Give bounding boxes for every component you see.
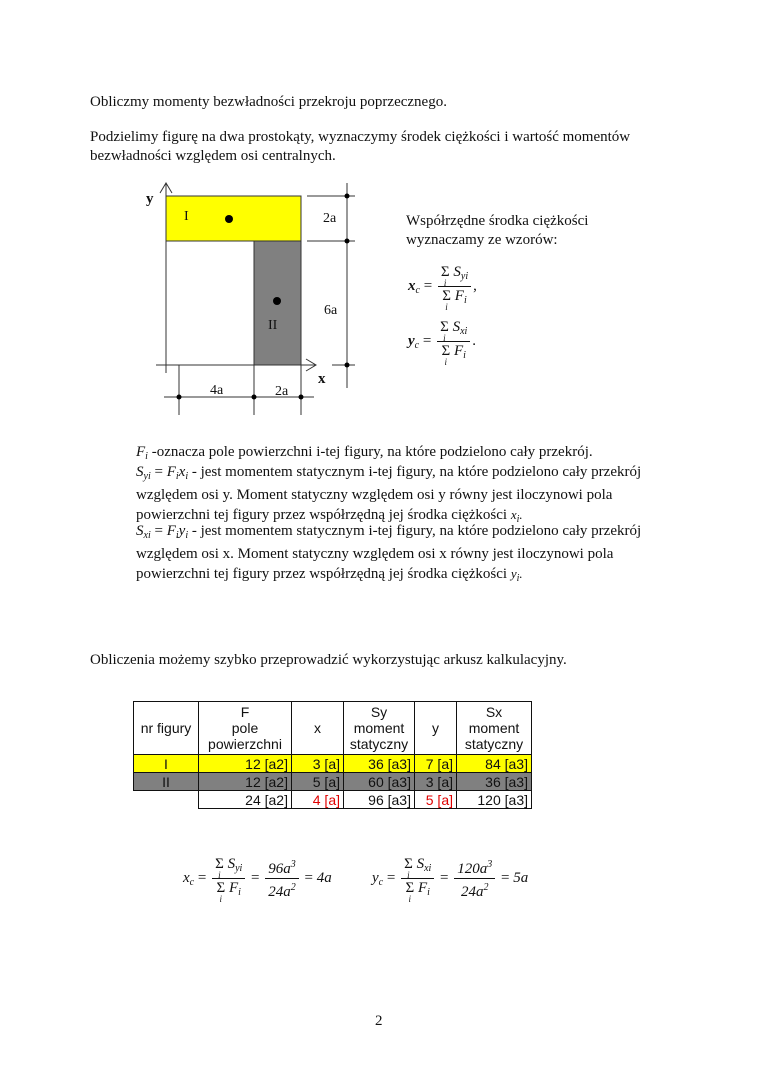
calculation-table <box>133 701 532 809</box>
table-totals-row: 24 [a2] 4 [a] 96 [a3] 5 [a] 120 [a3] <box>134 791 532 809</box>
definition-Fi: $F_i$ -oznacza pole powierzchni i-tej figury, na które podzielono cały przekrój. <box>136 444 593 462</box>
definition-Sxi: $S_{xi} = F_iy_i$ - jest momentem statycznym i-tej figury, na które podzielono cały przekrój <box>136 523 642 541</box>
diagram-drawing <box>130 175 380 415</box>
table-row: I 12 [a2] 3 [a] 36 [a3] 7 [a] 84 [a3] <box>134 755 532 773</box>
divide-text-1: Podzielimy figurę na dwa prostokąty, wyznaczymy środek ciężkości i wartość momentów <box>90 129 631 145</box>
centroid-text-line2: wyznaczamy ze wzorów: <box>406 232 558 248</box>
table-row: II 12 [a2] 5 [a] 60 [a3] 3 [a] 36 [a3] <box>134 773 532 791</box>
definition-Syi: $S_{yi} = F_ix_i$ - jest momentem statycznym i-tej figury, na które podzielono cały przekrój <box>136 464 642 482</box>
xc-formula: $x_c$ = Σ i $S_{yi}$ Σ i $F_i$ , <box>408 264 477 312</box>
header-nr: nr figury <box>134 702 199 755</box>
dim-bottom-left-label: 4a <box>210 383 224 398</box>
table-header-row <box>134 702 532 755</box>
header-Sx: Sx moment statyczny <box>457 702 532 755</box>
dim-top-label: 2a <box>323 211 337 226</box>
xc-result-formula: $x_c$ = Σ i $S_{yi}$ Σ i $F_i$ = $\frac{96a^3}{24a^2}$ = 4a <box>183 856 332 904</box>
result-xc: 4 [a] <box>292 791 344 809</box>
definition-Syi-line3: powierzchni tej figury przez współrzędną jej środka ciężkości $x_i$. <box>136 507 523 525</box>
cross-section-diagram <box>130 175 380 415</box>
figure-1-label: I <box>184 209 189 224</box>
x-axis-label: x <box>318 371 326 387</box>
result-yc: 5 [a] <box>415 791 457 809</box>
header-y: y <box>415 702 457 755</box>
yc-formula: $y_c$ = Σ i $S_{xi}$ Σ i $F_i$ . <box>408 319 477 367</box>
divide-text-2: bezwładności względem osi centralnych. <box>90 148 336 164</box>
y-axis-label: y <box>146 191 154 207</box>
figure-2-label: II <box>268 318 278 333</box>
spreadsheet-text: Obliczenia możemy szybko przeprowadzić wykorzystując arkusz kalkulacyjny. <box>90 652 567 668</box>
header-Sy: Sy moment statyczny <box>344 702 415 755</box>
page-number: 2 <box>375 1013 383 1029</box>
centroid-description <box>406 212 588 250</box>
yc-result-formula: $y_c$ = Σ i $S_{xi}$ Σ i $F_i$ = $\frac{120a^3}{24a^2}$ = 5a <box>372 856 529 904</box>
header-x: x <box>292 702 344 755</box>
centroid-text-line1: Współrzędne środka ciężkości <box>406 213 589 229</box>
intro-text: Obliczmy momenty bezwładności przekroju poprzecznego. <box>90 94 447 110</box>
definition-Sxi-line3: powierzchni tej figury przez współrzędną jej środka ciężkości $y_i$. <box>136 566 523 584</box>
dim-right-label: 6a <box>324 303 338 318</box>
dim-bottom-right-label: 2a <box>275 384 289 399</box>
definition-Syi-line2: względem osi y. Moment statyczny względem osi y równy jest iloczynowi pola <box>136 487 613 503</box>
header-F: F pole powierzchni <box>199 702 292 755</box>
definition-Sxi-line2: względem osi x. Moment statyczny względem osi x równy jest iloczynowi pola <box>136 546 614 562</box>
